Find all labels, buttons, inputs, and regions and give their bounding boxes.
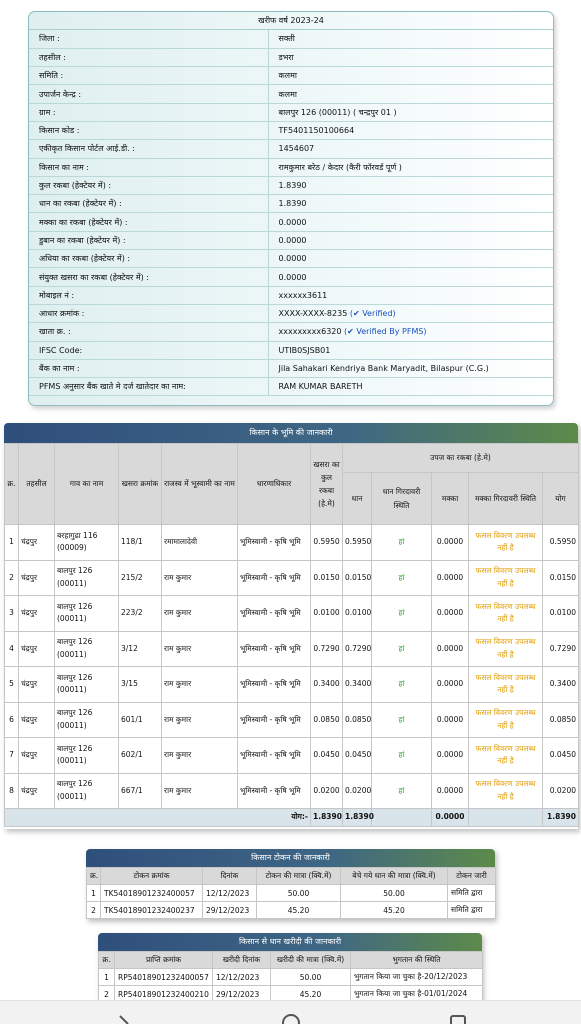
purchase-cell: भुगतान किया जा चुका है-01/01/2024 (351, 986, 483, 1003)
info-value-text: 1.8390 (278, 181, 307, 191)
info-value (268, 250, 553, 268)
cell-total-area: 0.0850 (311, 702, 343, 738)
cell-holder: भूमिस्वामी - कृषि भूमि (238, 560, 311, 596)
cell-owner: राम कुमार (162, 738, 238, 774)
total-paddy: 1.8390 (343, 809, 372, 827)
farmer-info-card (28, 11, 554, 406)
land-row (5, 667, 579, 703)
info-label: डुबान का रकबा (हेक्टेयर में) : (29, 231, 268, 249)
cell-sno: 3 (5, 596, 19, 632)
cell-owner: रमामालादेवी (162, 525, 238, 561)
info-label: संयुक्त खसरा का रकबा (हेक्टेयर में) : (29, 268, 268, 286)
cell-paddy-status: हां (372, 702, 432, 738)
info-row (29, 30, 553, 48)
cell-total-area: 0.0150 (311, 560, 343, 596)
cell-khasra: 215/2 (119, 560, 162, 596)
land-row (5, 631, 579, 667)
cell-holder: भूमिस्वामी - कृषि भूमि (238, 738, 311, 774)
col-header-paddy-girdawari: धान गिरदावरी स्थिति (372, 473, 432, 525)
cell-paddy: 0.0200 (343, 773, 372, 809)
info-value-text: बालपुर 126 (00011) ( चन्द्रपुर 01 ) (278, 107, 397, 117)
info-label: ग्राम : (29, 103, 268, 121)
cell-village: बालपुर 126 (00011) (55, 773, 119, 809)
info-label: अधिया का रकबा (हेक्टेयर में) : (29, 250, 268, 268)
token-cell: 50.00 (257, 885, 341, 902)
col-header-maize: मक्का (432, 473, 469, 525)
cell-village: बालपुर 126 (00011) (55, 702, 119, 738)
cell-village: बालपुर 126 (00011) (55, 596, 119, 632)
land-row (5, 702, 579, 738)
land-info-section (4, 423, 578, 829)
cell-paddy-status: हां (372, 631, 432, 667)
cell-tehsil: चंद्रपुर (19, 525, 55, 561)
info-row (29, 195, 553, 213)
info-row (29, 85, 553, 103)
cell-village: बालपुर 126 (00011) (55, 667, 119, 703)
info-label: उपार्जन केन्द्र : (29, 85, 268, 103)
info-label: आधार क्रमांक : (29, 304, 268, 322)
token-info-title: किसान टोकन की जानकारी (86, 849, 495, 867)
info-row (29, 213, 553, 231)
token-col-header: टोकन की मात्रा (क्वि.में) (257, 868, 341, 885)
cell-sno: 5 (5, 667, 19, 703)
cell-tehsil: चंद्रपुर (19, 702, 55, 738)
cell-total-area: 0.0200 (311, 773, 343, 809)
info-value-text: 0.0000 (278, 235, 307, 245)
cell-maize-status: फसल विवरण उपलब्ध नहीं है (469, 631, 543, 667)
info-row (29, 103, 553, 121)
purchase-col-header: खरीदी दिनांक (213, 952, 271, 969)
info-label: बैंक का नाम : (29, 359, 268, 377)
info-value (268, 121, 553, 139)
purchase-info-title: किसान से धान खरीदी की जानकारी (98, 933, 482, 951)
info-value-text: सक्ती (278, 34, 295, 44)
info-label: धान का रकबा (हेक्टेयर में) : (29, 195, 268, 213)
cell-owner: राम कुमार (162, 773, 238, 809)
cell-sum: 0.0200 (543, 773, 579, 809)
info-label: खाता क्र. : (29, 323, 268, 341)
cell-maize-status: फसल विवरण उपलब्ध नहीं है (469, 702, 543, 738)
col-header-crop-area: उपज का रकबा (हे.मे) (343, 444, 579, 473)
info-value (268, 323, 553, 341)
cell-maize: 0.0000 (432, 631, 469, 667)
info-value (268, 67, 553, 85)
info-value-text: डभरा (278, 52, 294, 62)
info-value-text: XXXX-XXXX-8235 (278, 309, 348, 319)
cell-total-area: 0.7290 (311, 631, 343, 667)
cell-maize: 0.0000 (432, 560, 469, 596)
info-row (29, 231, 553, 249)
cell-sum: 0.0850 (543, 702, 579, 738)
info-value-text: रामकुमार बरेठ / केदार (कैरी फॉरवर्ड पूर्ण ) (278, 162, 402, 172)
token-cell: TK54018901232400237 (101, 902, 203, 919)
recent-apps-icon[interactable] (446, 1011, 470, 1024)
token-cell: 1 (87, 885, 101, 902)
purchase-cell: 12/12/2023 (213, 969, 271, 986)
purchase-row (99, 969, 483, 986)
land-total-row (5, 809, 579, 827)
cell-maize-status: फसल विवरण उपलब्ध नहीं है (469, 773, 543, 809)
info-value-text: 0.0000 (278, 254, 307, 264)
cell-sno: 8 (5, 773, 19, 809)
total-paddy-status (372, 809, 432, 827)
col-header-sno: क्र. (5, 444, 19, 525)
cell-sno: 6 (5, 702, 19, 738)
info-value-text: कलमा (278, 71, 297, 81)
token-info-section (86, 849, 495, 919)
cell-total-area: 0.3400 (311, 667, 343, 703)
land-info-title: किसान के भूमि की जानकारी (4, 423, 578, 443)
cell-paddy-status: हां (372, 596, 432, 632)
token-col-header: टोकन क्रमांक (101, 868, 203, 885)
total-maize: 0.0000 (432, 809, 469, 827)
cell-holder: भूमिस्वामी - कृषि भूमि (238, 702, 311, 738)
info-value-text: 0.0000 (278, 272, 307, 282)
info-row (29, 250, 553, 268)
info-value (268, 213, 553, 231)
info-row (29, 341, 553, 359)
info-value (268, 359, 553, 377)
purchase-col-header: क्र. (99, 952, 115, 969)
token-cell: 12/12/2023 (203, 885, 257, 902)
purchase-cell: 2 (99, 986, 115, 1003)
col-header-sum: योग (543, 473, 579, 525)
info-value-text: xxxxxx3611 (278, 290, 328, 300)
cell-paddy: 0.0150 (343, 560, 372, 596)
farmer-info-table (29, 30, 553, 396)
purchase-cell: RP54018901232400210 (115, 986, 213, 1003)
col-header-holder: धारणाधिकार (238, 444, 311, 525)
cell-paddy: 0.0100 (343, 596, 372, 632)
land-row (5, 738, 579, 774)
cell-holder: भूमिस्वामी - कृषि भूमि (238, 525, 311, 561)
purchase-cell: 45.20 (271, 986, 351, 1003)
cell-paddy-status: हां (372, 667, 432, 703)
cell-sno: 1 (5, 525, 19, 561)
cell-paddy: 0.0450 (343, 738, 372, 774)
purchase-cell: RP54018901232400057 (115, 969, 213, 986)
token-cell: समिति द्वारा (448, 885, 496, 902)
cell-khasra: 223/2 (119, 596, 162, 632)
info-label: तहसील : (29, 48, 268, 66)
info-value-text: UTIB0SJSB01 (278, 345, 331, 355)
purchase-col-header: प्राप्ति क्रमांक (115, 952, 213, 969)
info-value-text: कलमा (278, 89, 297, 99)
cell-sno: 2 (5, 560, 19, 596)
cell-village: बालपुर 126 (00011) (55, 560, 119, 596)
info-row (29, 48, 553, 66)
info-card-title: खरीफ वर्ष 2023-24 (29, 12, 553, 30)
cell-khasra: 601/1 (119, 702, 162, 738)
token-col-header: क्र. (87, 868, 101, 885)
info-row (29, 359, 553, 377)
verified-badge: (✔ Verified By PFMS) (344, 327, 427, 337)
info-value-text: 0.0000 (278, 217, 307, 227)
land-row (5, 773, 579, 809)
land-row (5, 560, 579, 596)
purchase-col-header: खरीदी की मात्रा (क्वि.में) (271, 952, 351, 969)
cell-village: बालपुर 126 (00011) (55, 738, 119, 774)
info-row (29, 304, 553, 322)
col-header-maize-girdawari: मक्का गिरदावरी स्थिति (469, 473, 543, 525)
col-header-khasra: खसरा क्रमांक (119, 444, 162, 525)
cell-tehsil: चंद्रपुर (19, 560, 55, 596)
cell-total-area: 0.5950 (311, 525, 343, 561)
info-row (29, 121, 553, 139)
back-icon[interactable] (112, 1011, 136, 1024)
purchase-cell: 1 (99, 969, 115, 986)
token-cell: 45.20 (257, 902, 341, 919)
cell-sno: 7 (5, 738, 19, 774)
cell-paddy: 0.0850 (343, 702, 372, 738)
token-cell: 29/12/2023 (203, 902, 257, 919)
verified-badge: (✔ Verified) (349, 309, 396, 319)
cell-khasra: 667/1 (119, 773, 162, 809)
token-row (87, 885, 496, 902)
land-row (5, 596, 579, 632)
info-label: मक्का का रकबा (हेक्टेयर में) : (29, 213, 268, 231)
cell-owner: राम कुमार (162, 596, 238, 632)
token-cell: 50.00 (341, 885, 448, 902)
info-value (268, 268, 553, 286)
cell-total-area: 0.0450 (311, 738, 343, 774)
cell-khasra: 3/15 (119, 667, 162, 703)
cell-maize: 0.0000 (432, 596, 469, 632)
cell-tehsil: चंद्रपुर (19, 773, 55, 809)
cell-khasra: 3/12 (119, 631, 162, 667)
cell-owner: राम कुमार (162, 560, 238, 596)
cell-paddy-status: हां (372, 738, 432, 774)
cell-holder: भूमिस्वामी - कृषि भूमि (238, 631, 311, 667)
cell-sum: 0.3400 (543, 667, 579, 703)
cell-tehsil: चंद्रपुर (19, 596, 55, 632)
info-value-text: TF5401150100664 (278, 126, 355, 136)
purchase-cell: भुगतान किया जा चुका है-20/12/2023 (351, 969, 483, 986)
purchase-cell: 50.00 (271, 969, 351, 986)
info-label: कुल रकबा (हेक्टेयर में) : (29, 176, 268, 194)
cell-owner: राम कुमार (162, 631, 238, 667)
cell-holder: भूमिस्वामी - कृषि भूमि (238, 667, 311, 703)
col-header-owner: राजस्व में भूस्वामी का नाम (162, 444, 238, 525)
cell-tehsil: चंद्रपुर (19, 667, 55, 703)
info-label: समिति : (29, 67, 268, 85)
cell-village: बरहागुढा 116 (00009) (55, 525, 119, 561)
cell-village: बालपुर 126 (00011) (55, 631, 119, 667)
info-value (268, 176, 553, 194)
cell-sum: 0.7290 (543, 631, 579, 667)
cell-maize: 0.0000 (432, 525, 469, 561)
cell-holder: भूमिस्वामी - कृषि भूमि (238, 773, 311, 809)
col-header-tehsil: तहसील (19, 444, 55, 525)
token-col-header: बेचे गये धान की मात्रा (क्वि.में) (341, 868, 448, 885)
info-value (268, 85, 553, 103)
system-nav-bar (0, 1000, 581, 1024)
cell-paddy-status: हां (372, 525, 432, 561)
info-value (268, 30, 553, 48)
info-value (268, 140, 553, 158)
home-icon[interactable] (279, 1011, 303, 1024)
cell-paddy: 0.5950 (343, 525, 372, 561)
info-row (29, 140, 553, 158)
col-header-paddy: धान (343, 473, 372, 525)
cell-paddy-status: हां (372, 773, 432, 809)
token-col-header: दिनांक (203, 868, 257, 885)
token-cell: 45.20 (341, 902, 448, 919)
info-value (268, 231, 553, 249)
info-row (29, 176, 553, 194)
purchase-col-header: भुगतान की स्थिति (351, 952, 483, 969)
cell-maize: 0.0000 (432, 738, 469, 774)
token-col-header: टोकन जारी (448, 868, 496, 885)
cell-total-area: 0.0100 (311, 596, 343, 632)
info-value (268, 378, 553, 396)
cell-maize-status: फसल विवरण उपलब्ध नहीं है (469, 596, 543, 632)
info-row (29, 158, 553, 176)
col-header-total-area: खसरा का कुल रकबा (हे.मे) (311, 444, 343, 525)
info-value (268, 158, 553, 176)
cell-sum: 0.5950 (543, 525, 579, 561)
purchase-cell: 29/12/2023 (213, 986, 271, 1003)
land-info-table (4, 443, 579, 827)
cell-khasra: 602/1 (119, 738, 162, 774)
cell-owner: राम कुमार (162, 702, 238, 738)
info-value-text: Jila Sahakari Kendriya Bank Maryadit, Bilaspur (C.G.) (278, 363, 489, 373)
info-row (29, 323, 553, 341)
info-label: PFMS अनुसार बैंक खाते मे दर्ज खातेदार का नाम: (29, 378, 268, 396)
info-label: मोबाइल नं : (29, 286, 268, 304)
info-row (29, 67, 553, 85)
info-value-text: 1454607 (278, 144, 315, 154)
token-cell: 2 (87, 902, 101, 919)
cell-maize: 0.0000 (432, 773, 469, 809)
col-header-village: गाव का नाम (55, 444, 119, 525)
cell-paddy: 0.3400 (343, 667, 372, 703)
info-value (268, 48, 553, 66)
cell-paddy: 0.7290 (343, 631, 372, 667)
info-row (29, 286, 553, 304)
info-label: जिला : (29, 30, 268, 48)
purchase-info-table (98, 951, 483, 1003)
info-value (268, 286, 553, 304)
token-cell: TK54018901232400057 (101, 885, 203, 902)
total-label: योग:- (5, 809, 311, 827)
cell-tehsil: चंद्रपुर (19, 738, 55, 774)
total-sum: 1.8390 (543, 809, 579, 827)
token-info-table (86, 867, 496, 919)
info-value-text: xxxxxxxxx6320 (278, 327, 342, 337)
info-value (268, 304, 553, 322)
token-cell: समिति द्वारा (448, 902, 496, 919)
info-row (29, 378, 553, 396)
cell-holder: भूमिस्वामी - कृषि भूमि (238, 596, 311, 632)
cell-khasra: 118/1 (119, 525, 162, 561)
total-area: 1.8390 (311, 809, 343, 827)
cell-sno: 4 (5, 631, 19, 667)
info-row (29, 268, 553, 286)
info-value (268, 195, 553, 213)
purchase-info-section (98, 933, 482, 1003)
cell-owner: राम कुमार (162, 667, 238, 703)
token-row (87, 902, 496, 919)
cell-sum: 0.0150 (543, 560, 579, 596)
cell-paddy-status: हां (372, 560, 432, 596)
cell-sum: 0.0450 (543, 738, 579, 774)
cell-maize-status: फसल विवरण उपलब्ध नहीं है (469, 738, 543, 774)
cell-sum: 0.0100 (543, 596, 579, 632)
info-value-text: 1.8390 (278, 199, 307, 209)
info-label: एकीकृत किसान पोर्टल आई.डी. : (29, 140, 268, 158)
cell-maize: 0.0000 (432, 667, 469, 703)
cell-maize-status: फसल विवरण उपलब्ध नहीं है (469, 560, 543, 596)
total-maize-status (469, 809, 543, 827)
land-row (5, 525, 579, 561)
cell-maize: 0.0000 (432, 702, 469, 738)
info-label: किसान कोड : (29, 121, 268, 139)
cell-maize-status: फसल विवरण उपलब्ध नहीं है (469, 667, 543, 703)
info-value (268, 341, 553, 359)
info-label: किसान का नाम : (29, 158, 268, 176)
info-value-text: RAM KUMAR BARETH (278, 382, 363, 392)
cell-tehsil: चंद्रपुर (19, 631, 55, 667)
info-label: IFSC Code: (29, 341, 268, 359)
cell-maize-status: फसल विवरण उपलब्ध नहीं है (469, 525, 543, 561)
info-value (268, 103, 553, 121)
